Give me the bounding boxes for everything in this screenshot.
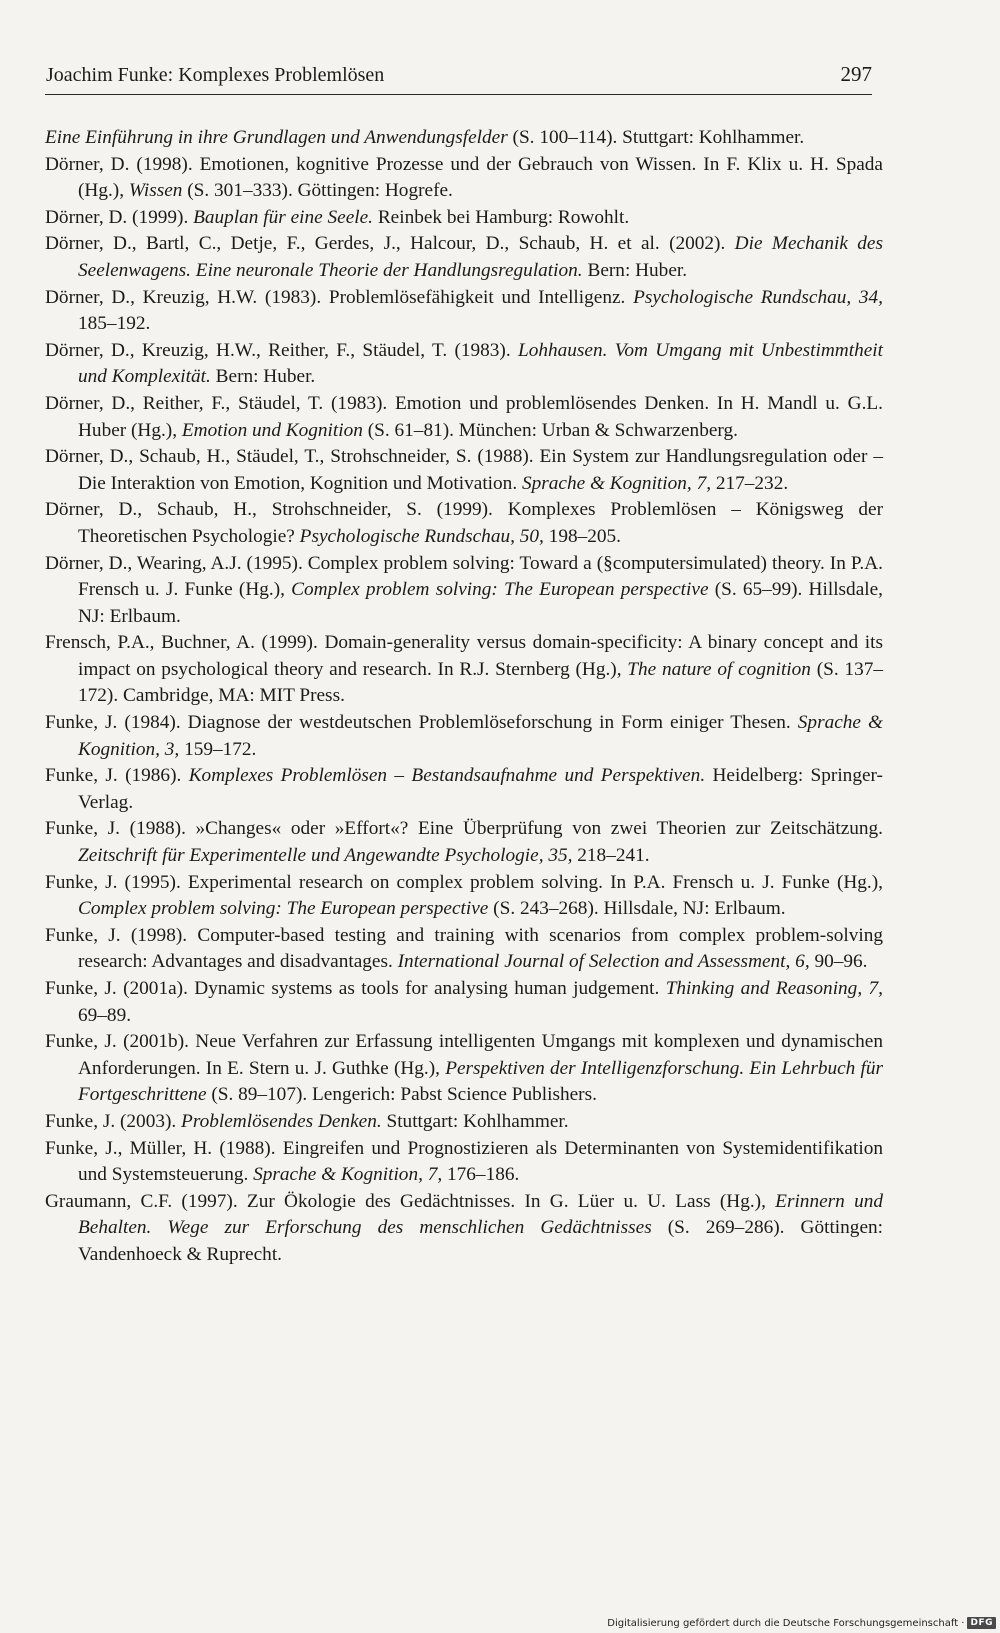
- reference-italic-text: Erinnern und Behalten. Wege zur Erforschung des menschlichen Gedächtnisses: [78, 1190, 883, 1239]
- reference-text: Funke, J. (2003).: [45, 1110, 182, 1132]
- reference-text: Dörner, D., Schaub, H., Stäudel, T., Strohschneider, S. (1988). Ein System zur Handlungsregulation oder – Die Interaktion von Emotion, Kognition und Motivation.: [45, 446, 883, 494]
- digitization-footer: [607, 1617, 996, 1629]
- reference-text: Funke, J. (1995). Experimental research on complex problem solving. In P.A. Frensch u. J. Funke (Hg.),: [45, 871, 883, 893]
- reference-entry: [45, 391, 883, 444]
- reference-entry: [45, 444, 883, 497]
- reference-italic-text: Eine Einführung in ihre Grundlagen und Anwendungsfelder: [45, 127, 508, 148]
- reference-entry: [45, 231, 883, 284]
- reference-italic-text: Thinking and Reasoning, 7,: [665, 978, 883, 999]
- reference-italic-text: Die Mechanik des Seelenwagens. Eine neuronale Theorie der Handlungsregulation.: [78, 233, 883, 281]
- reference-italic-text: Psychologische Rundschau, 50,: [299, 525, 544, 547]
- reference-text: (S. 65–99). Hillsdale, NJ: Erlbaum.: [78, 579, 883, 627]
- reference-italic-text: Sprache & Kognition, 3,: [78, 712, 883, 760]
- reference-text: Funke, J. (1988). »Changes« oder »Effort«? Eine Überprüfung von zwei Theorien zur Zeitschätzung.: [45, 818, 883, 840]
- reference-text: Funke, J. (2001b). Neue Verfahren zur Erfassung intelligenten Umgangs mit komplexen und dynamischen Anforderungen. In E. Stern u. J. Guthke (Hg.),: [45, 1031, 883, 1079]
- reference-text: 159–172.: [179, 738, 257, 760]
- reference-text: Funke, J. (1998). Computer-based testing and training with scenarios from complex problem-solving research: Advantages and disadvantages.: [45, 924, 883, 973]
- reference-text: 90–96.: [809, 951, 868, 973]
- reference-italic-text: Sprache & Kognition, 7,: [253, 1164, 443, 1186]
- reference-italic-text: Zeitschrift für Experimentelle und Angewandte Psychologie, 35,: [78, 845, 573, 867]
- reference-text: Funke, J. (1984). Diagnose der westdeutschen Problemlöseforschung in Form einiger Thesen.: [45, 712, 798, 734]
- reference-text: Dörner, D. (1999).: [45, 206, 194, 228]
- reference-text: Reinbek bei Hamburg: Rowohlt.: [373, 206, 630, 228]
- reference-text: Frensch, P.A., Buchner, A. (1999). Domain-generality versus domain-specificity: A binary concept and its impact on psychological theory and research. In R.J. Sternberg (Hg.),: [45, 632, 883, 680]
- reference-entry: [45, 710, 883, 763]
- reference-text: Dörner, D. (1998). Emotionen, kognitive Prozesse und der Gebrauch von Wissen. In F. Klix u. H. Spada (Hg.),: [45, 153, 883, 202]
- footer-text: Digitalisierung gefördert durch die Deutsche Forschungsgemeinschaft ·: [607, 1617, 965, 1629]
- reference-text: Funke, J. (1986).: [45, 765, 189, 787]
- reference-text: (S. 137–172). Cambridge, MA: MIT Press.: [78, 658, 883, 707]
- dfg-logo: DFG: [967, 1617, 996, 1629]
- reference-entry: [45, 630, 883, 710]
- reference-text: Funke, J. (2001a). Dynamic systems as tools for analysing human judgement.: [45, 978, 666, 999]
- reference-italic-text: Bauplan für eine Seele.: [193, 206, 373, 228]
- reference-italic-text: International Journal of Selection and Assessment, 6,: [397, 951, 810, 973]
- reference-entry: [45, 870, 883, 923]
- reference-entry: [45, 923, 883, 976]
- reference-text: 185–192.: [78, 313, 151, 335]
- reference-text: (S. 301–333). Göttingen: Hogrefe.: [182, 180, 453, 202]
- reference-italic-text: Lohhausen. Vom Umgang mit Unbestimmtheit und Komplexität.: [78, 339, 883, 388]
- reference-italic-text: Perspektiven der Intelligenzforschung. Ein Lehrbuch für Fortgeschrittene: [78, 1057, 884, 1106]
- reference-italic-text: Complex problem solving: The European perspective: [78, 898, 489, 920]
- reference-text: (S. 243–268). Hillsdale, NJ: Erlbaum.: [488, 898, 786, 920]
- reference-text: Dörner, D., Schaub, H., Strohschneider, S. (1999). Komplexes Problemlösen – Königsweg der Theoretischen Psychologie?: [45, 499, 883, 547]
- reference-text: Graumann, C.F. (1997). Zur Ökologie des Gedächtnisses. In G. Lüer u. U. Lass (Hg.),: [45, 1190, 776, 1212]
- page-number: 297: [840, 62, 872, 86]
- reference-italic-text: The nature of cognition: [627, 658, 811, 680]
- reference-text: (S. 269–286). Göttingen: Vandenhoeck & Ruprecht.: [78, 1217, 883, 1265]
- reference-entry: [45, 1029, 883, 1109]
- running-header: [45, 62, 872, 95]
- reference-text: Bern: Huber.: [210, 366, 316, 388]
- reference-text: 217–232.: [711, 472, 789, 494]
- reference-entry: [45, 285, 883, 338]
- reference-italic-text: Wissen: [128, 180, 183, 202]
- reference-entry: [45, 976, 883, 1029]
- reference-text: Stuttgart: Kohlhammer.: [381, 1110, 569, 1132]
- reference-entry: [45, 1136, 883, 1189]
- reference-entry: [45, 152, 883, 205]
- reference-entry: [45, 763, 883, 816]
- reference-entry: [45, 497, 883, 550]
- reference-text: Bern: Huber.: [582, 259, 688, 281]
- reference-entry: [45, 816, 883, 869]
- reference-italic-text: Complex problem solving: The European perspective: [291, 579, 709, 601]
- reference-text: 218–241.: [572, 845, 650, 867]
- reference-text: Funke, J., Müller, H. (1988). Eingreifen und Prognostizieren als Determinanten von Systemidentifikation und Systemsteuerung.: [45, 1137, 883, 1186]
- reference-text: Heidelberg: Springer-Verlag.: [78, 765, 883, 813]
- reference-text: 69–89.: [78, 1004, 132, 1026]
- reference-entry: [45, 1109, 883, 1136]
- reference-text: (S. 100–114). Stuttgart: Kohlhammer.: [507, 127, 805, 148]
- reference-entry: [45, 205, 883, 232]
- reference-text: Dörner, D., Wearing, A.J. (1995). Complex problem solving: Toward a (§computersimulated) theory. In P.A. Frensch u. J. Funke (Hg.),: [45, 552, 883, 601]
- reference-entry: [45, 551, 883, 631]
- reference-italic-text: Komplexes Problemlösen – Bestandsaufnahme und Perspektiven.: [188, 765, 706, 787]
- reference-text: 198–205.: [543, 525, 621, 547]
- header-title: Joachim Funke: Komplexes Problemlösen: [46, 64, 385, 86]
- reference-list: [45, 125, 883, 1269]
- reference-italic-text: Psychologische Rundschau, 34,: [633, 286, 883, 308]
- reference-italic-text: Emotion und Kognition: [181, 419, 363, 441]
- reference-entry: [45, 125, 883, 152]
- reference-text: 176–186.: [442, 1164, 520, 1186]
- reference-text: (S. 61–81). München: Urban & Schwarzenberg.: [362, 419, 738, 441]
- reference-text: Dörner, D., Bartl, C., Detje, F., Gerdes, J., Halcour, D., Schaub, H. et al. (2002).: [45, 233, 735, 255]
- reference-italic-text: Sprache & Kognition, 7,: [521, 472, 712, 494]
- reference-text: Dörner, D., Kreuzig, H.W. (1983). Problemlösefähigkeit und Intelligenz.: [45, 286, 634, 308]
- reference-entry: [45, 338, 883, 391]
- reference-text: Dörner, D., Reither, F., Stäudel, T. (1983). Emotion und problemlösendes Denken. In H. Mandl u. G.L. Huber (Hg.),: [45, 392, 883, 441]
- reference-italic-text: Problemlösendes Denken.: [181, 1110, 382, 1132]
- reference-text: Dörner, D., Kreuzig, H.W., Reither, F., Stäudel, T. (1983).: [45, 339, 518, 361]
- reference-entry: [45, 1189, 883, 1269]
- reference-text: (S. 89–107). Lengerich: Pabst Science Publishers.: [206, 1084, 597, 1106]
